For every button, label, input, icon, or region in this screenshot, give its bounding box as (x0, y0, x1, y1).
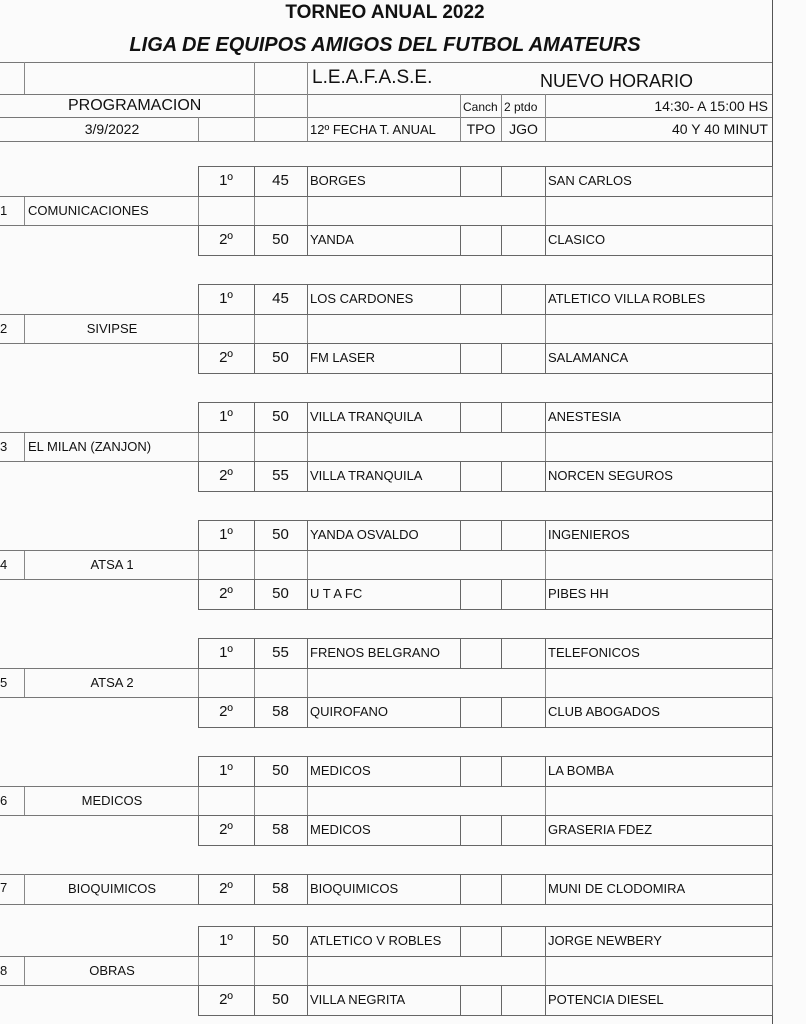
group-index: 8 (0, 963, 8, 978)
away-team: CLUB ABOGADOS (548, 704, 660, 719)
away-team: ATLETICO VILLA ROBLES (548, 291, 706, 306)
header-divider (254, 62, 255, 141)
match-minute: 50 (272, 932, 289, 949)
tournament-title: TORNEO ANUAL 2022 (285, 2, 485, 23)
match-minute: 45 (272, 290, 289, 307)
group-divider (198, 551, 199, 579)
fecha-label: 12º FECHA T. ANUAL (310, 122, 436, 137)
new-schedule-label: NUEVO HORARIO (540, 71, 694, 91)
group-name: SIVIPSE (86, 321, 138, 336)
match-cell (501, 985, 546, 1016)
match-cell (460, 985, 502, 1016)
match-cell (460, 638, 502, 669)
match-minute: 50 (272, 231, 289, 248)
home-team: MEDICOS (310, 822, 371, 837)
group-divider (772, 957, 773, 985)
group-divider (772, 669, 773, 697)
match-turn: 1º (219, 290, 233, 307)
match-cell (501, 638, 546, 669)
home-team: VILLA TRANQUILA (310, 468, 423, 483)
match-turn: 1º (219, 526, 233, 543)
match-minute: 55 (272, 467, 289, 484)
match-cell (460, 926, 502, 957)
group-line (0, 343, 198, 344)
group-name: ATSA 2 (90, 675, 134, 690)
home-team: FM LASER (310, 350, 376, 365)
away-team: GRASERIA FDEZ (548, 822, 653, 837)
match-cell (460, 225, 502, 256)
group-divider (24, 957, 25, 985)
group-divider (24, 315, 25, 343)
match-cell (460, 343, 502, 374)
match-cell (501, 402, 546, 433)
match-cell (501, 926, 546, 957)
away-team: INGENIEROS (548, 527, 630, 542)
group-line (0, 461, 198, 462)
away-team: PIBES HH (548, 586, 609, 601)
match-turn: 2º (219, 467, 233, 484)
match-minute: 50 (272, 408, 289, 425)
group-divider (254, 197, 255, 225)
group-divider (772, 551, 773, 579)
group-divider (24, 197, 25, 225)
home-team: FRENOS BELGRANO (310, 645, 441, 660)
programacion-label: PROGRAMACION (68, 97, 202, 114)
match-cell (460, 815, 502, 846)
match-minute: 50 (272, 762, 289, 779)
group-divider (24, 551, 25, 579)
match-turn: 1º (219, 932, 233, 949)
home-team: VILLA NEGRITA (310, 992, 406, 1007)
match-cell (501, 579, 546, 610)
match-minute: 58 (272, 880, 289, 897)
group-index: 2 (0, 321, 8, 336)
group-divider (307, 433, 308, 461)
match-cell (501, 815, 546, 846)
away-team: NORCEN SEGUROS (548, 468, 673, 483)
group-divider (772, 787, 773, 815)
match-turn: 2º (219, 703, 233, 720)
home-team: U T A FC (310, 586, 363, 601)
league-subtitle: LIGA DE EQUIPOS AMIGOS DEL FUTBOL AMATEURS (129, 34, 641, 56)
match-turn: 1º (219, 644, 233, 661)
group-divider (545, 197, 546, 225)
home-team: VILLA TRANQUILA (310, 409, 423, 424)
group-line (0, 904, 198, 905)
group-divider (254, 433, 255, 461)
group-divider (198, 957, 199, 985)
group-divider (307, 551, 308, 579)
match-cell (460, 520, 502, 551)
match-turn: 2º (219, 821, 233, 838)
group-line (0, 815, 198, 816)
match-date: 3/9/2022 (84, 121, 140, 137)
match-cell (460, 697, 502, 728)
match-cell (501, 874, 546, 905)
away-team: LA BOMBA (548, 763, 614, 778)
group-divider (198, 669, 199, 697)
match-turn: 2º (219, 880, 233, 897)
away-team: SALAMANCA (548, 350, 629, 365)
match-cell (501, 284, 546, 315)
group-divider (545, 551, 546, 579)
group-name: EL MILAN (ZANJON) (28, 439, 152, 454)
group-divider (307, 197, 308, 225)
org-acronym: L.E.A.F.A.S.E. (312, 67, 433, 88)
match-minute: 50 (272, 349, 289, 366)
header-divider (198, 117, 199, 141)
group-name: ATSA 1 (90, 557, 134, 572)
match-minute: 58 (272, 703, 289, 720)
match-cell (501, 461, 546, 492)
group-index: 6 (0, 793, 8, 808)
header-line-4 (0, 141, 772, 142)
group-divider (24, 874, 25, 904)
group-divider (772, 315, 773, 343)
match-cell (501, 756, 546, 787)
match-cell (501, 343, 546, 374)
group-divider (254, 787, 255, 815)
group-line (0, 579, 198, 580)
jgo-label: JGO (509, 121, 538, 137)
match-cell (460, 874, 502, 905)
match-minute: 50 (272, 585, 289, 602)
away-team: TELEFONICOS (548, 645, 640, 660)
group-divider (545, 787, 546, 815)
group-index: 4 (0, 557, 8, 572)
group-divider (254, 957, 255, 985)
group-divider (307, 787, 308, 815)
match-cell (460, 166, 502, 197)
home-team: LOS CARDONES (310, 291, 414, 306)
match-cell (460, 284, 502, 315)
match-cell (501, 697, 546, 728)
home-team: ATLETICO V ROBLES (310, 933, 442, 948)
group-index: 3 (0, 439, 8, 454)
group-divider (545, 315, 546, 343)
group-divider (198, 433, 199, 461)
match-cell (501, 225, 546, 256)
away-team: POTENCIA DIESEL (548, 992, 664, 1007)
match-turn: 2º (219, 231, 233, 248)
away-team: ANESTESIA (548, 409, 621, 424)
away-team: SAN CARLOS (548, 173, 632, 188)
home-team: BIOQUIMICOS (310, 881, 399, 896)
group-divider (24, 669, 25, 697)
group-index: 5 (0, 675, 8, 690)
group-name: OBRAS (89, 963, 135, 978)
match-turn: 1º (219, 172, 233, 189)
home-team: YANDA OSVALDO (310, 527, 419, 542)
tpo-label: TPO (466, 121, 496, 137)
group-divider (307, 669, 308, 697)
match-turn: 2º (219, 991, 233, 1008)
group-line (0, 225, 198, 226)
home-team: MEDICOS (310, 763, 371, 778)
second-match-column-label: 2 ptdo (504, 100, 538, 114)
match-cell (460, 756, 502, 787)
group-index: 1 (0, 203, 8, 218)
group-divider (772, 197, 773, 225)
group-divider (24, 433, 25, 461)
match-cell (460, 579, 502, 610)
group-divider (198, 197, 199, 225)
match-duration: 40 Y 40 MINUT (672, 121, 768, 137)
group-name: COMUNICACIONES (28, 203, 149, 218)
group-divider (545, 669, 546, 697)
match-minute: 50 (272, 526, 289, 543)
home-team: YANDA (310, 232, 354, 247)
match-cell (460, 461, 502, 492)
group-divider (24, 787, 25, 815)
match-cell (501, 166, 546, 197)
group-line (0, 985, 198, 986)
sheet-right-border (772, 0, 773, 1024)
group-divider (254, 315, 255, 343)
group-divider (772, 433, 773, 461)
match-minute: 55 (272, 644, 289, 661)
group-divider (307, 957, 308, 985)
match-turn: 1º (219, 762, 233, 779)
group-name: MEDICOS (81, 793, 143, 808)
match-minute: 50 (272, 991, 289, 1008)
match-cell (460, 402, 502, 433)
header-line-3 (0, 117, 772, 118)
group-divider (545, 433, 546, 461)
home-team: QUIROFANO (310, 704, 389, 719)
match-minute: 58 (272, 821, 289, 838)
group-divider (254, 551, 255, 579)
match-minute: 45 (272, 172, 289, 189)
group-line (0, 697, 198, 698)
time-range: 14:30- A 15:00 HS (654, 98, 768, 114)
group-divider (198, 787, 199, 815)
header-divider (307, 62, 308, 141)
group-divider (198, 315, 199, 343)
away-team: MUNI DE CLODOMIRA (548, 881, 686, 896)
match-turn: 2º (219, 349, 233, 366)
home-team: BORGES (310, 173, 366, 188)
group-divider (254, 669, 255, 697)
group-divider (307, 315, 308, 343)
away-team: CLASICO (548, 232, 606, 247)
match-turn: 1º (219, 408, 233, 425)
group-divider (545, 957, 546, 985)
group-index: 7 (0, 880, 8, 895)
match-turn: 2º (219, 585, 233, 602)
cancha-column-label: Canch (463, 100, 498, 114)
header-divider (24, 62, 25, 94)
match-cell (501, 520, 546, 551)
away-team: JORGE NEWBERY (548, 933, 662, 948)
group-name: BIOQUIMICOS (67, 881, 157, 896)
